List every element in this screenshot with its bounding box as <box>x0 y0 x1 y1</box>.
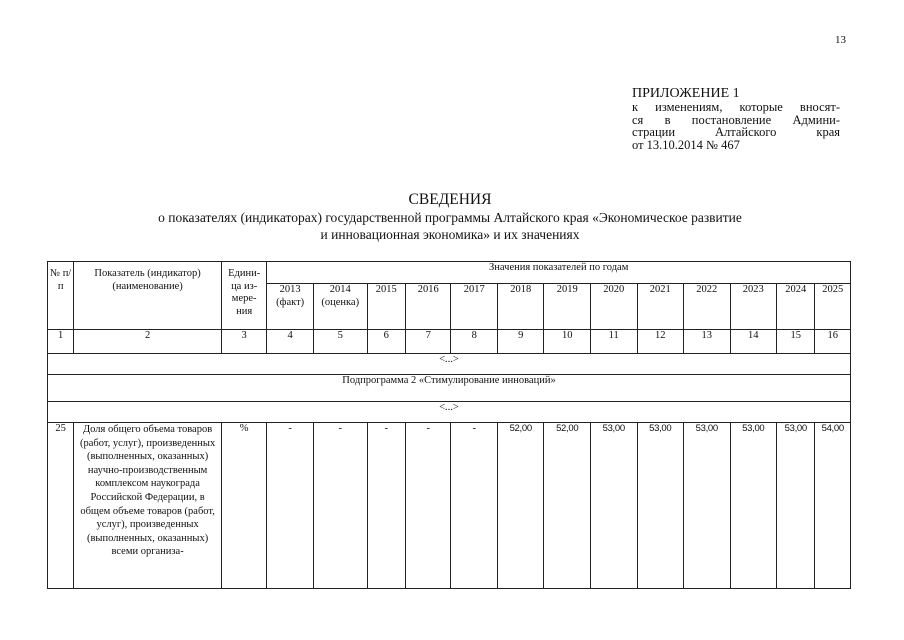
header-year: 2016 <box>405 284 451 330</box>
header-year: 2013 (факт) <box>267 284 314 330</box>
value-cell: 53,00 <box>637 423 684 589</box>
value-cell: - <box>267 423 314 589</box>
indicator-name: Доля общего объема товаров (работ, услуг), произведенных (выполненных, оказанных) научно-производственным комплексом наукограда Российской Федерации, в общем объеме товаров (работ, услуг), произведенных (выполненных, оказанных) всеми организа- <box>74 423 222 589</box>
appendix-block <box>632 86 840 151</box>
column-number: 7 <box>405 330 451 354</box>
header-year: 2014 (оценка) <box>313 284 367 330</box>
column-number: 6 <box>367 330 405 354</box>
value-cell: 54,00 <box>815 423 851 589</box>
header-unit: Едини-ца из-мере-ния <box>221 262 267 330</box>
header-year: 2022 <box>684 284 731 330</box>
value-cell: 53,00 <box>730 423 777 589</box>
header-num: № п/п <box>48 262 74 330</box>
page-number: 13 <box>835 34 846 46</box>
header-year: 2024 <box>777 284 815 330</box>
value-cell: 52,00 <box>544 423 591 589</box>
column-number: 1 <box>48 330 74 354</box>
unit-cell: % <box>221 423 267 589</box>
column-number: 8 <box>451 330 498 354</box>
header-year: 2015 <box>367 284 405 330</box>
value-cell: 53,00 <box>684 423 731 589</box>
header-year: 2018 <box>497 284 544 330</box>
header-year: 2025 <box>815 284 851 330</box>
document-subtitle-line: о показателях (индикаторах) государственной программы Алтайского края «Экономическое развитие <box>158 210 742 225</box>
value-cell: - <box>405 423 451 589</box>
appendix-line: страции Алтайского края <box>632 125 840 139</box>
column-number: 9 <box>497 330 544 354</box>
header-year: 2019 <box>544 284 591 330</box>
ellipsis-marker: <...> <box>48 354 851 375</box>
column-number: 4 <box>267 330 314 354</box>
column-number: 16 <box>815 330 851 354</box>
appendix-line: к изменениям, которые вносят- <box>632 100 840 114</box>
header-values-by-year: Значения показателей по годам <box>267 262 851 284</box>
appendix-line: ся в постановление Админи- <box>632 112 840 127</box>
header-year: 2021 <box>637 284 684 330</box>
column-number: 12 <box>637 330 684 354</box>
value-cell: - <box>451 423 498 589</box>
ellipsis-row <box>48 402 851 423</box>
header-year: 2017 <box>451 284 498 330</box>
subprogram-title: Подпрограмма 2 «Стимулирование инноваций» <box>48 375 851 402</box>
column-number: 3 <box>221 330 267 354</box>
document-title: СВЕДЕНИЯ <box>408 191 492 208</box>
header-year: 2023 <box>730 284 777 330</box>
value-cell: - <box>367 423 405 589</box>
appendix-heading: ПРИЛОЖЕНИЕ 1 <box>632 86 740 101</box>
header-row <box>48 262 851 284</box>
value-cell: 53,00 <box>590 423 637 589</box>
column-number: 14 <box>730 330 777 354</box>
header-indicator: Показатель (индикатор) (наименование) <box>74 262 222 330</box>
value-cell: 53,00 <box>777 423 815 589</box>
table-row <box>48 423 851 589</box>
row-number: 25 <box>48 423 74 589</box>
document-subtitle-line: и инновационная экономика» и их значениях <box>320 227 580 242</box>
column-number: 11 <box>590 330 637 354</box>
header-year: 2020 <box>590 284 637 330</box>
subprogram-row <box>48 375 851 402</box>
column-number: 15 <box>777 330 815 354</box>
column-number: 10 <box>544 330 591 354</box>
ellipsis-row <box>48 354 851 375</box>
column-number: 2 <box>74 330 222 354</box>
document-title-block <box>90 190 810 243</box>
appendix-line: от 13.10.2014 № 467 <box>632 137 740 152</box>
column-number: 5 <box>313 330 367 354</box>
column-number-row <box>48 330 851 354</box>
value-cell: 52,00 <box>497 423 544 589</box>
indicators-table <box>47 261 851 589</box>
ellipsis-marker: <...> <box>48 402 851 423</box>
value-cell: - <box>313 423 367 589</box>
column-number: 13 <box>684 330 731 354</box>
